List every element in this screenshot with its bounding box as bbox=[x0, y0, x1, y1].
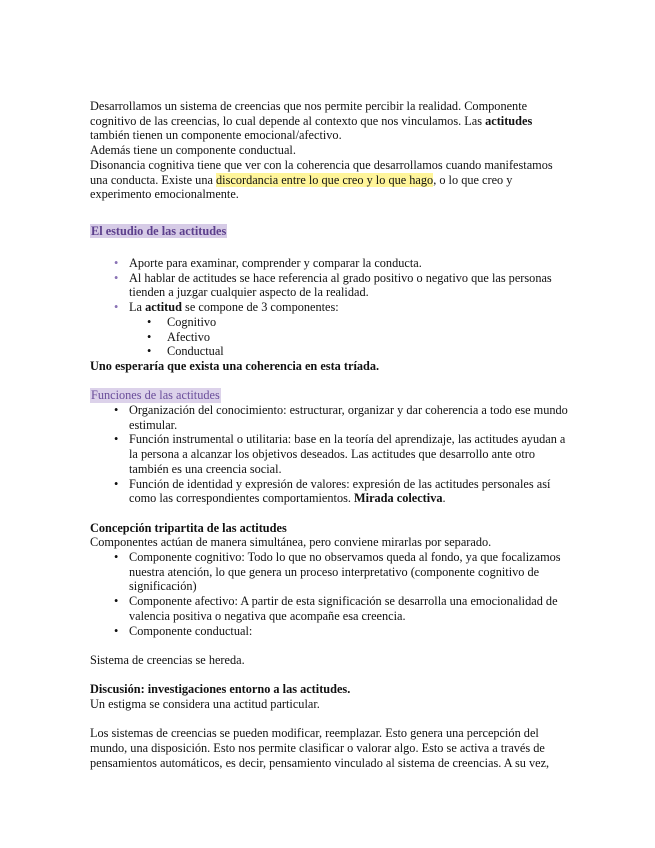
funciones-list bbox=[90, 403, 570, 506]
list-item: • Aporte para examinar, comprender y comparar la conducta. bbox=[90, 256, 570, 271]
intro-line-4: Además tiene un componente conductual. bbox=[90, 143, 296, 158]
tripartita-after: Sistema de creencias se hereda. bbox=[90, 652, 245, 667]
heading-estudio: El estudio de las actitudes bbox=[91, 223, 227, 238]
intro-line-5: Disonancia cognitiva tiene que ver con la coherencia que desarrollamos cuando manifestamos bbox=[90, 157, 553, 172]
intro-line-2: cognitivo de las creencias, lo cual depende al contexto que nos vinculamos. Las actitudes bbox=[90, 113, 533, 128]
intro-line-3: también tienen un componente emocional/afectivo. bbox=[90, 128, 342, 143]
list-item: • Componente cognitivo: Todo lo que no observamos queda al fondo, ya que focalizamos nuestra atención, lo que genera un proceso interpretativo (componente cognitivo de significación) bbox=[90, 550, 570, 594]
list-item: • Función de identidad y expresión de valores: expresión de las actitudes personales así como las correspondientes comportamientos. Mirada colectiva. bbox=[90, 477, 570, 506]
heading-discusion: Discusión: investigaciones entorno a las actitudes. bbox=[90, 682, 351, 697]
componentes-sublist bbox=[90, 315, 570, 359]
list-item: • Organización del conocimiento: estructurar, organizar y dar coherencia a todo ese mundo estimular. bbox=[90, 403, 570, 432]
list-item: • Componente conductual: bbox=[90, 624, 570, 639]
tripartita-intro: Componentes actúan de manera simultánea, pero conviene mirarlas por separado. bbox=[90, 535, 492, 550]
tripartita-list bbox=[90, 550, 570, 638]
discusion-line-1: Un estigma se considera una actitud particular. bbox=[90, 697, 320, 712]
intro-bold-actitudes: actitudes bbox=[485, 113, 533, 128]
sublist-item: • Cognitivo bbox=[90, 315, 570, 330]
list-item: • La actitud se compone de 3 componentes: bbox=[90, 300, 570, 315]
document-page bbox=[90, 99, 570, 771]
list-item: • Función instrumental o utilitaria: base en la teoría del aprendizaje, las actitudes ayudan a la persona a alcanzar los objetivos deseados. Las actitudes que desarrollo ante otro también es una creencia social. bbox=[90, 432, 570, 476]
heading-tripartita: Concepción tripartita de las actitudes bbox=[90, 520, 287, 535]
intro-line-6: una conducta. Existe una discordancia entre lo que creo y lo que hago, o lo que creo y bbox=[90, 172, 513, 187]
heading-funciones: Funciones de las actitudes bbox=[91, 388, 220, 403]
intro-line-1: Desarrollamos un sistema de creencias que nos permite percibir la realidad. Componente bbox=[90, 99, 528, 113]
discusion-para-line-1: Los sistemas de creencias se pueden modificar, reemplazar. Esto genera una percepción del bbox=[90, 726, 539, 741]
discusion-para-line-2: mundo, una disposición. Esto nos permite clasificar o valorar algo. Esto se activa a través de bbox=[90, 741, 545, 756]
estudio-list bbox=[90, 256, 570, 315]
list-item: • Al hablar de actitudes se hace referencia al grado positivo o negativo que las personas tienden a juzgar cualquier aspecto de la realidad. bbox=[90, 271, 570, 300]
sublist-item: • Afectivo bbox=[90, 330, 570, 345]
highlight-discordancia: discordancia entre lo que creo y lo que hago bbox=[216, 172, 434, 187]
sublist-item: • Conductual bbox=[90, 344, 570, 359]
estudio-closing: Uno esperaría que exista una coherencia en esta tríada. bbox=[90, 358, 380, 373]
intro-line-7: experimento emocionalmente. bbox=[90, 187, 239, 202]
list-item: • Componente afectivo: A partir de esta significación se desarrolla una emocionalidad de valencia positiva o negativa que acompañe esa creencia. bbox=[90, 594, 570, 623]
discusion-para-line-3: pensamientos automáticos, es decir, pensamiento vinculado al sistema de creencias. A su vez, bbox=[90, 755, 550, 770]
